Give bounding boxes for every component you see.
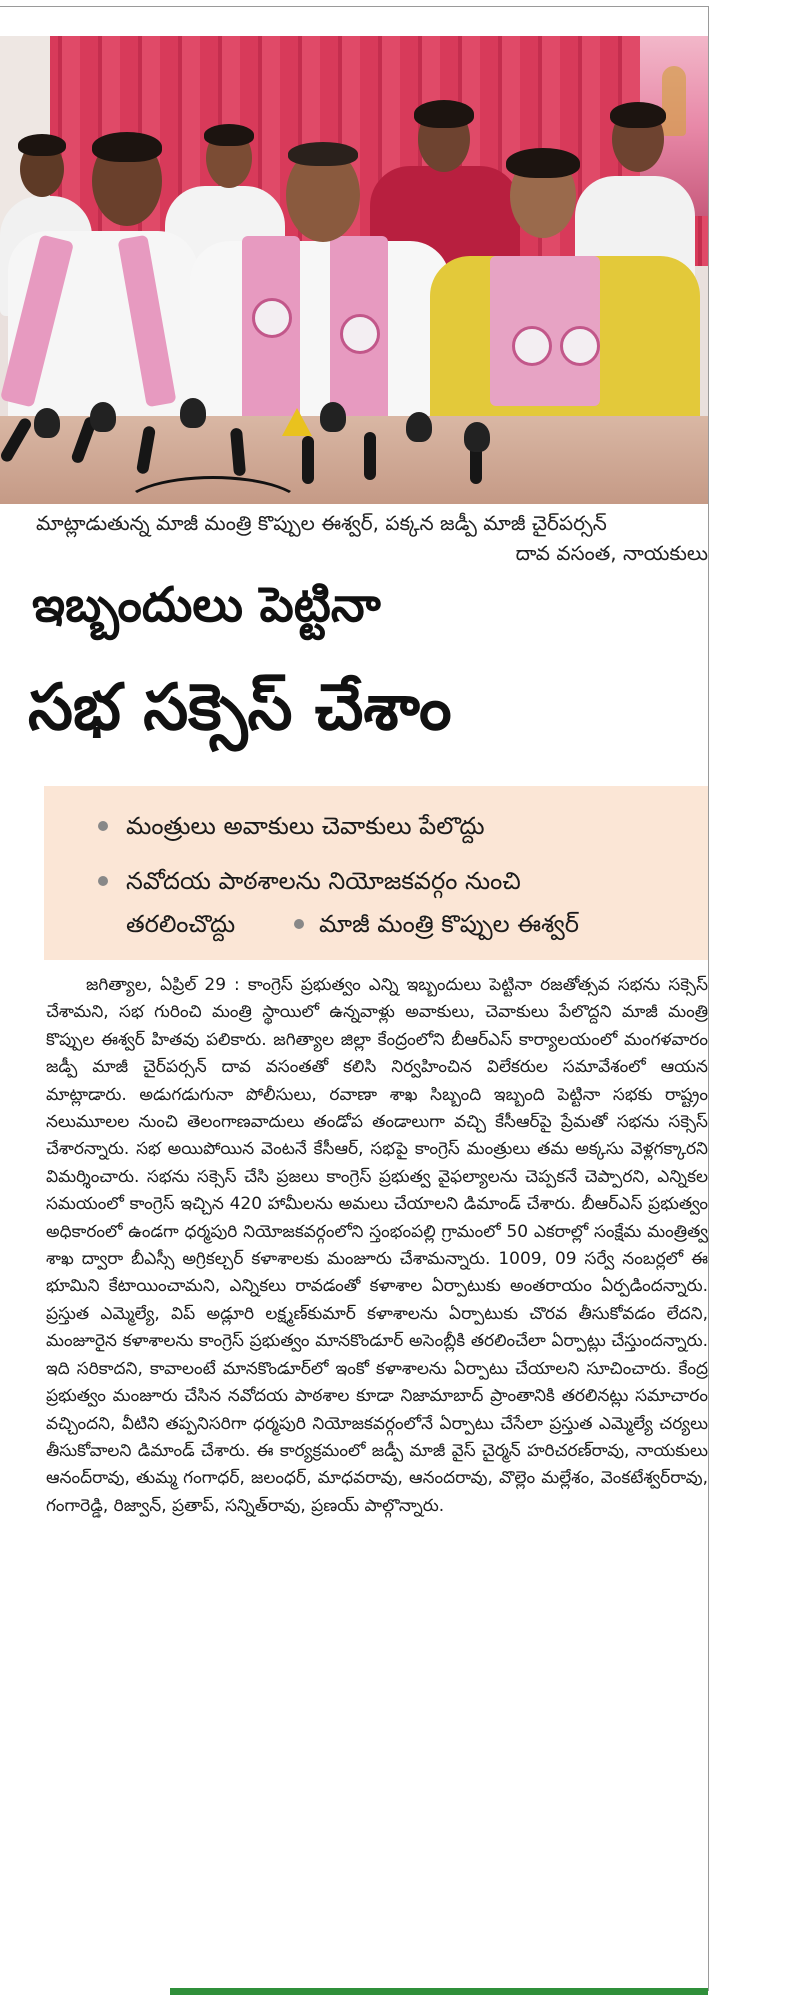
- bullet-icon: [98, 876, 108, 886]
- highlights-box: [44, 786, 708, 960]
- column-rule: [708, 6, 709, 1991]
- microphone-head-6: [406, 412, 432, 442]
- microphone-head-5: [320, 402, 346, 432]
- microphone-5: [302, 436, 314, 484]
- article-body: [46, 972, 708, 1520]
- microphone-head-2: [90, 402, 116, 432]
- microphone-head-7: [464, 422, 490, 452]
- headline-line-2: సభ సక్సెస్ చేశాం: [28, 671, 452, 745]
- highlight-item-3: మాజీ మంత్రి కొప్పుల ఈశ్వర్: [319, 910, 579, 938]
- article-dateline: జగిత్యాల, ఏప్రిల్ 29 :: [86, 975, 240, 995]
- highlight-item-1: మంత్రులు అవాకులు చెవాకులు పేలొద్దు: [126, 812, 485, 840]
- highlight-item-2-line-2: తరలించొద్దు: [126, 910, 236, 938]
- microphone-head-3: [180, 398, 206, 428]
- highlight-item-2-line-1: నవోదయ పాఠశాలను నియోజకవర్గం నుంచి: [126, 867, 521, 895]
- news-photo: [0, 36, 708, 504]
- bullet-icon: [98, 821, 108, 831]
- bottom-accent-bar: [170, 1988, 708, 1995]
- right-margin: [710, 0, 800, 1995]
- microphone-6: [364, 432, 376, 480]
- article-text: కాంగ్రెస్ ప్రభుత్వం ఎన్ని ఇబ్బందులు పెట్టినా రజతోత్సవ సభను సక్సెస్ చేశామని, సభ గురించి మంత్రి స్థాయిలో ఉన్నవాళ్లు అవాకులు, చెవాకులు పేలొద్దని మాజీ మంత్రి కొప్పుల ఈశ్వర్ హితవు పలికారు. జగిత్యాల జిల్లా కేంద్రంలోని బీఆర్ఎస్ కార్యాలయంలో మంగళవారం జడ్పీ మాజీ చైర్‌పర్సన్ దావ వసంతతో కలిసి నిర్వహించిన విలేకరుల సమావేశంలో ఆయన మాట్లాడారు. అడుగడుగునా పోలీసులు, రవాణా శాఖ సిబ్బంది ఇబ్బంది పెట్టినా సభకు రాష్ట్రం నలుమూలల నుంచి తెలంగాణవాదులు తండోప తండాలుగా వచ్చి కేసీఆర్‌పై ప్రేమతో సభను సక్సెస్ చేశారన్నారు. సభ అయిపోయిన వెంటనే కేసీఆర్, సభపై కాంగ్రెస్ మంత్రులు తమ అక్కసు వెళ్లగక్కారని విమర్శించారు. సభను సక్సెస్ చేసి ప్రజలు కాంగ్రెస్ ప్రభుత్వ వైఫల్యాలను చెప్పకనే చెప్పారని, ఎన్నికల సమయంలో కాంగ్రెస్ ఇచ్చిన 420 హామీలను అమలు చేయాలని డిమాండ్ చేశారు. బీఆర్ఎస్ ప్రభుత్వం అధికారంలో ఉండగా ధర్మపురి నియోజకవర్గంలోని స్తంభంపల్లి గ్రామంలో 50 ఎకరాల్లో సంక్షేమ మంత్రిత్వ శాఖ ద్వారా బీఎస్సీ అగ్రికల్చర్ కళాశాలకు మంజూరు చేశామన్నారు. 1009, 09 సర్వే నంబర్లలో ఈ భూమిని కేటాయించామని, ఎన్నికలు రావడంతో కళాశాల ఏర్పాటుకు అంతరాయం ఏర్పడిందన్నారు. ప్రస్తుత ఎమ్మెల్యే, విప్ అడ్లూరి లక్ష్మణ్‌కుమార్ కళాశాలను ఏర్పాటుకు చొరవ తీసుకోవడం లేదని, మంజూరైన కళాశాలను కాంగ్రెస్ ప్రభుత్వం మానకొండూర్ అసెంబ్లీకి తరలించేలా ఏర్పాట్లు చేస్తుందన్నారు. ఇది సరికాదని, కావాలంటే మానకొండూర్‌లో ఇంకో కళాశాలను ఏర్పాటు చేయాలని సూచించారు. కేంద్ర ప్రభుత్వం మంజూరు చేసిన నవోదయ పాఠశాల కూడా నిజామాబాద్ ప్రాంతానికి తరలినట్లు సమాచారం వచ్చిందని, వీటిని తప్పనిసరిగా ధర్మపురి నియోజకవర్గంలోనే ఏర్పాటు చేసేలా ప్రస్తుత ఎమ్మెల్యే చర్యలు తీసుకోవాలని డిమాండ్ చేశారు. ఈ కార్యక్రమంలో జడ్పీ మాజీ వైస్ చైర్మన్ హరిచరణ్‌రావు, నాయకులు ఆనంద్‌రావు, తుమ్మ గంగాధర్, జలంధర్, మాధవరావు, ఆనందరావు, వొల్లెం మల్లేశం, వెంకటేశ్వర్‌రావు, గంగారెడ్డి, రిజ్వాన్, ప్రతాప్, సన్నిత్‌రావు, ప్రణయ్ పాల్గొన్నారు.: [46, 975, 709, 1516]
- poster-figure: [662, 66, 686, 136]
- caption-line-1: మాట్లాడుతున్న మాజీ మంత్రి కొప్పుల ఈశ్వర్, పక్కన జడ్పీ మాజీ చైర్‌పర్సన్: [36, 511, 607, 535]
- microphone-head-1: [34, 408, 60, 438]
- top-rule: [0, 6, 708, 7]
- photo-caption: [36, 508, 708, 568]
- bullet-icon: [294, 919, 304, 929]
- caption-line-2: దావ వసంత, నాయకులు: [515, 541, 708, 565]
- headline-line-1: ఇబ్బందులు పెట్టినా: [32, 577, 381, 633]
